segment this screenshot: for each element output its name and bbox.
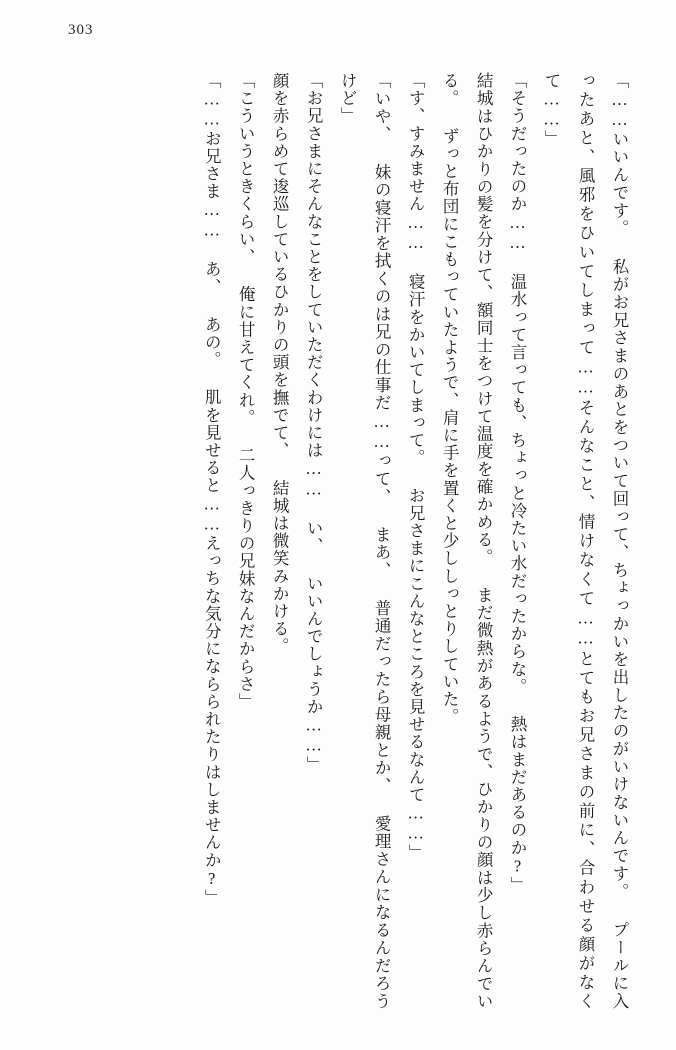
paragraph: 「……いいんです。 私がお兄さまのあとをついて回って、ちょっかいを出したのがいけないんです。 プールに入ったあと、風邪をひいてしまって……そんなこと、情けなくて……とてもお兄さまの前に、合わせる顔がなくて……」 [542, 72, 629, 1010]
page-text-body [40, 72, 636, 1010]
paragraph: 「こういうときくらい、 俺に甘えてくれ。 二人っきりの兄妹なんだからさ」 [236, 72, 256, 711]
page-number: 303 [68, 22, 94, 38]
paragraph: 顔を赤らめて逡巡しているひかりの頭を撫でて、 結城は微笑みかける。 [270, 72, 290, 656]
paragraph: 「お兄さまにそんなことをしていただくわけには…… い、 いいんでしょうか……」 [304, 72, 324, 774]
paragraph: 結城はひかりの髪を分けて、額同士をつけて温度を確かめる。 まだ微熱があるようで、ひかりの顔は少し赤らんでいる。 ずっと布団にこもっていたようで、肩に手を置くと少ししっとりしていた。 [440, 72, 494, 1010]
paragraph: 「す、すみません…… 寝汗をかいてしまって。 お兄さまにこんなところを見せるなんて……」 [406, 72, 426, 862]
paragraph: 「……お兄さま…… あ、 あの。 肌を見せると……えっちな気分にならられたりはしませんか?」 [202, 72, 222, 907]
paragraph: 「そうだったのか…… 温水って言っても、ちょっと冷たい水だったからな。 熱はまだあるのか?」 [508, 72, 528, 895]
paragraph: 「いや、 妹の寝汗を拭くのは兄の仕事だ……って、 まあ、 普通だったら母親とか、 愛理さんになるんだろうけど」 [338, 72, 392, 1010]
